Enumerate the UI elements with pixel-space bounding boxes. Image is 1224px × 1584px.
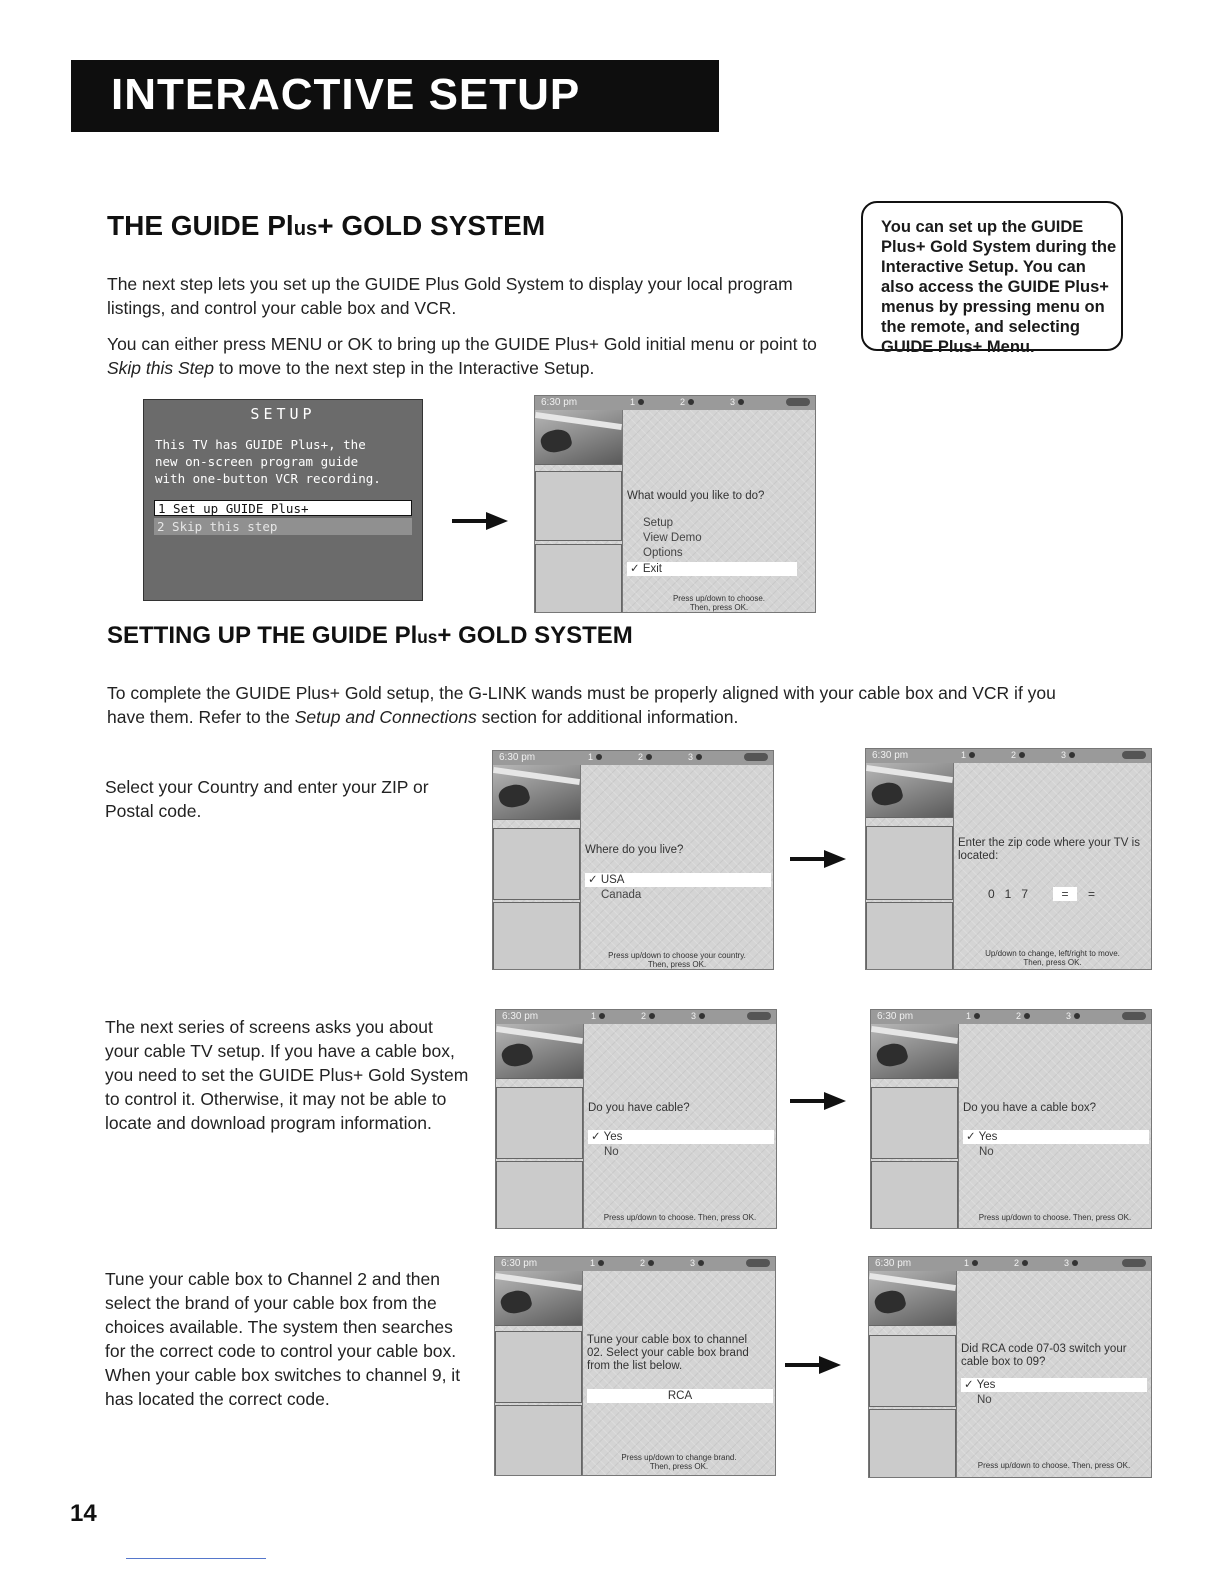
guide-screen-cable-box: [870, 1009, 1152, 1229]
video-window: [871, 1024, 959, 1079]
channel-1: 1: [590, 1258, 604, 1268]
video-window: [535, 410, 623, 465]
guide-screen-main-menu: [534, 395, 816, 613]
guide-plus-logo-icon: [744, 753, 768, 761]
screen-footer-hint: Up/down to change, left/right to move. Then, press OK.: [985, 949, 1120, 967]
tip-callout: [861, 201, 1123, 356]
step-brand-text: Tune your cable box to Channel 2 and then select the brand of your cable box from the choices available. The system then searches for the correct code to control your cable box. When your cable box switches to channel 9, it has located the correct code.: [105, 1269, 461, 1409]
channel-3: 3: [690, 1258, 704, 1268]
screen-question: Where do you live?: [585, 844, 684, 856]
section-paragraph-1: The next step lets you set up the GUIDE Plus Gold System to display your local program listings, and control your cable box and VCR.: [107, 274, 793, 318]
ad-panel: [495, 1331, 582, 1403]
ad-panel: [866, 826, 953, 900]
header-title: INTERACTIVE SETUP: [111, 70, 581, 119]
step-country-text: Select your Country and enter your ZIP or Postal code.: [105, 777, 429, 821]
option-usa-selected[interactable]: ✓ USA: [585, 873, 771, 887]
guide-plus-logo-icon: [1122, 1259, 1146, 1267]
guide-plus-logo-icon: [746, 1259, 770, 1267]
clock-time: 6:30 pm: [875, 1258, 912, 1269]
section-paragraph-2: You can either press MENU or OK to bring up the GUIDE Plus+ Gold initial menu or point to Skip this Step to move to the next step in the Interactive Setup.: [107, 334, 817, 378]
tip-text: You can set up the GUIDE Plus+ Gold System during the Interactive Setup. You can also access the GUIDE Plus+ menus by pressing menu on the remote, and selecting GUIDE Plus+ Menu.: [881, 218, 1117, 356]
guide-screen-zip: [865, 748, 1152, 970]
screen-footer-hint: Press up/down to choose. Then, press OK.: [672, 594, 766, 612]
menu-option-options[interactable]: Options: [643, 547, 683, 559]
clock-time: 6:30 pm: [541, 397, 578, 408]
ad-panel: [869, 1335, 956, 1407]
screen-footer-hint: Press up/down to choose. Then, press OK.: [978, 1213, 1132, 1222]
option-no[interactable]: No: [979, 1146, 994, 1158]
video-window: [495, 1271, 583, 1326]
screen-question: Did RCA code 07-03 switch your cable box to 09?: [961, 1343, 1127, 1368]
channel-1: 1: [966, 1011, 980, 1021]
zip-cursor-field[interactable]: =: [1053, 887, 1077, 901]
ad-panel: [535, 544, 622, 613]
clock-time: 6:30 pm: [501, 1258, 538, 1269]
step-cable-text: The next series of screens asks you about your cable TV setup. If you have a cable box, you need to set the GUIDE Plus+ Gold System to control it. Otherwise, it may not be able to locate and download program information.: [105, 1017, 469, 1133]
guide-plus-logo-icon: [786, 398, 810, 406]
screen-footer-hint: Press up/down to choose your country. Then, press OK.: [608, 951, 746, 969]
guide-plus-logo-icon: [1122, 1012, 1146, 1020]
ad-panel: [871, 1161, 958, 1229]
ad-panel: [535, 471, 622, 541]
guide-screen-code-check: [868, 1256, 1152, 1478]
ad-panel: [869, 1409, 956, 1478]
arrow-right-icon: [452, 512, 508, 530]
channel-2: 2: [1014, 1258, 1028, 1268]
channel-1: 1: [588, 752, 602, 762]
menu-question: What would you like to do?: [627, 490, 765, 502]
video-window: [496, 1024, 584, 1079]
clock-time: 6:30 pm: [872, 750, 909, 761]
channel-1: 1: [591, 1011, 605, 1021]
ad-panel: [495, 1405, 582, 1476]
channel-2: 2: [641, 1011, 655, 1021]
channel-1: 1: [964, 1258, 978, 1268]
setting-up-intro: To complete the GUIDE Plus+ Gold setup, the G-LINK wands must be properly aligned with your cable box and VCR if you have them. Refer to the Setup and Connections section for additional information.: [107, 683, 1056, 727]
channel-2: 2: [640, 1258, 654, 1268]
footer-divider: [126, 1558, 266, 1559]
section-title-setting-up: SETTING UP THE GUIDE Plus+ GOLD SYSTEM: [107, 622, 633, 649]
channel-2: 2: [638, 752, 652, 762]
channel-3: 3: [1064, 1258, 1078, 1268]
section-title-guide-plus: THE GUIDE Plus+ GOLD SYSTEM: [107, 210, 546, 241]
guide-plus-logo-icon: [747, 1012, 771, 1020]
channel-3: 3: [1066, 1011, 1080, 1021]
setup-screen-title: SETUP: [250, 405, 316, 423]
clock-time: 6:30 pm: [499, 752, 536, 763]
ad-panel: [496, 1161, 583, 1229]
channel-2: 2: [680, 397, 694, 407]
option-yes-selected[interactable]: ✓ Yes: [961, 1378, 1147, 1392]
channel-3: 3: [691, 1011, 705, 1021]
option-yes-selected[interactable]: ✓ Yes: [963, 1130, 1149, 1144]
ad-panel: [866, 902, 953, 970]
menu-option-exit-selected[interactable]: ✓ Exit: [627, 562, 797, 576]
channel-1: 1: [630, 397, 644, 407]
option-no[interactable]: No: [604, 1146, 619, 1158]
screen-question: Tune your cable box to channel 02. Select your cable box brand from the list below.: [587, 1334, 749, 1372]
channel-1: 1: [961, 750, 975, 760]
guide-plus-logo-icon: [1122, 751, 1146, 759]
ad-panel: [871, 1087, 958, 1159]
page-number: 14: [70, 1500, 97, 1527]
guide-screen-brand: [494, 1256, 776, 1476]
header-banner: [71, 60, 719, 132]
setup-option-set-up[interactable]: 1 Set up GUIDE Plus+: [154, 500, 412, 516]
guide-screen-country: [492, 750, 774, 970]
video-window: [866, 763, 954, 818]
brand-selector[interactable]: RCA: [587, 1389, 773, 1403]
screen-footer-hint: Press up/down to choose. Then, press OK.: [977, 1461, 1131, 1470]
arrow-right-icon: [790, 1092, 846, 1110]
video-window: [493, 765, 581, 820]
clock-time: 6:30 pm: [877, 1011, 914, 1022]
arrow-right-icon: [790, 850, 846, 868]
zip-empty-digit[interactable]: =: [1088, 887, 1096, 901]
guide-screen-cable: [495, 1009, 777, 1229]
option-no[interactable]: No: [977, 1394, 992, 1406]
clock-time: 6:30 pm: [502, 1011, 539, 1022]
screen-question: Do you have a cable box?: [963, 1102, 1096, 1114]
channel-2: 2: [1016, 1011, 1030, 1021]
ad-panel: [493, 902, 580, 970]
channel-3: 3: [730, 397, 744, 407]
setup-screen: [143, 399, 423, 601]
screen-question: Do you have cable?: [588, 1102, 690, 1114]
channel-3: 3: [688, 752, 702, 762]
ad-panel: [493, 828, 580, 900]
zip-digits: 0 1 7: [988, 887, 1029, 901]
option-yes-selected[interactable]: ✓ Yes: [588, 1130, 774, 1144]
video-window: [869, 1271, 957, 1326]
setup-option-skip[interactable]: 2 Skip this step: [154, 518, 412, 535]
screen-footer-hint: Press up/down to choose. Then, press OK.: [603, 1213, 757, 1222]
arrow-right-icon: [785, 1356, 841, 1374]
setup-screen-body: This TV has GUIDE Plus+, the new on-screen program guide with one-button VCR recording.: [155, 437, 381, 486]
channel-2: 2: [1011, 750, 1025, 760]
menu-option-setup[interactable]: Setup: [643, 517, 674, 529]
screen-footer-hint: Press up/down to change brand. Then, press OK.: [621, 1453, 737, 1471]
ad-panel: [496, 1087, 583, 1159]
screen-question: Enter the zip code where your TV is located:: [958, 837, 1140, 862]
option-canada[interactable]: Canada: [601, 889, 642, 901]
channel-3: 3: [1061, 750, 1075, 760]
menu-option-view-demo[interactable]: View Demo: [643, 532, 702, 544]
